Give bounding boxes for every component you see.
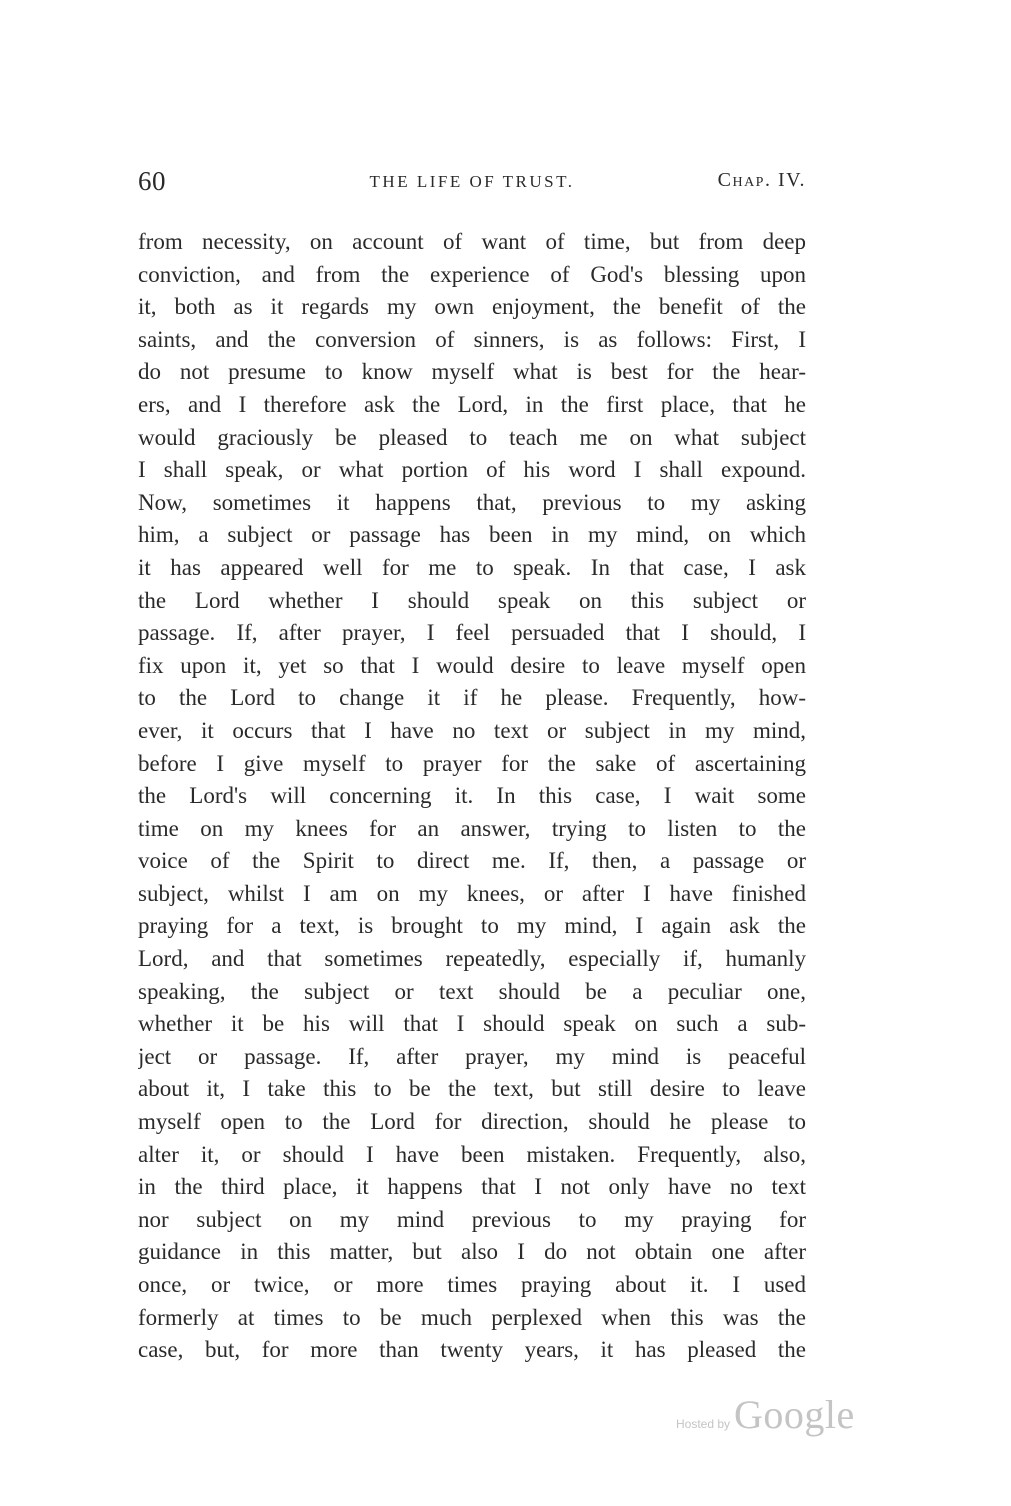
- text-line: speaking, the subject or text should be a peculiar one,: [138, 978, 806, 1004]
- body-text: [138, 226, 806, 1367]
- watermark-brand: Google: [734, 1392, 855, 1437]
- text-line: before I give myself to prayer for the sake of ascertaining: [138, 750, 806, 776]
- hosted-by-google-watermark: [676, 1391, 855, 1437]
- text-line: would graciously be pleased to teach me on what subject: [138, 424, 806, 450]
- text-line: subject, whilst I am on my knees, or after I have finished: [138, 880, 806, 906]
- text-line: nor subject on my mind previous to my praying for: [138, 1206, 806, 1232]
- text-line: alter it, or should I have been mistaken. Frequently, also,: [138, 1141, 806, 1167]
- text-line: praying for a text, is brought to my mind, I again ask the: [138, 913, 806, 939]
- text-line: from necessity, on account of want of time, but from deep: [138, 229, 806, 254]
- text-line: saints, and the conversion of sinners, is as follows: First, I: [138, 326, 806, 352]
- text-line: the Lord whether I should speak on this subject or: [138, 587, 806, 613]
- watermark-prefix: Hosted by: [676, 1417, 731, 1431]
- text-line: it, both as it regards my own enjoyment, the benefit of the: [138, 294, 806, 320]
- text-line: whether it be his will that I should speak on such a sub-: [138, 1011, 806, 1037]
- text-line: fix upon it, yet so that I would desire to leave myself open: [138, 652, 806, 678]
- text-line: case, but, for more than twenty years, it has pleased the: [138, 1337, 806, 1363]
- text-line: Lord, and that sometimes repeatedly, especially if, humanly: [138, 946, 806, 972]
- text-line: voice of the Spirit to direct me. If, then, a passage or: [138, 848, 806, 874]
- text-line: to the Lord to change it if he please. Frequently, how-: [138, 685, 806, 711]
- text-line: passage. If, after prayer, I feel persuaded that I should, I: [138, 620, 806, 646]
- text-line: Now, sometimes it happens that, previous to my asking: [138, 489, 806, 515]
- text-line: formerly at times to be much perplexed when this was the: [138, 1304, 806, 1330]
- page-number: 60: [138, 166, 166, 196]
- text-line: ject or passage. If, after prayer, my mind is peaceful: [138, 1043, 806, 1069]
- text-line: do not presume to know myself what is best for the hear-: [138, 359, 806, 385]
- text-line: time on my knees for an answer, trying to listen to the: [138, 815, 806, 841]
- text-line: the Lord's will concerning it. In this case, I wait some: [138, 783, 806, 809]
- text-line: about it, I take this to be the text, but still desire to leave: [138, 1076, 806, 1102]
- text-line: conviction, and from the experience of God's blessing upon: [138, 261, 806, 287]
- text-line: myself open to the Lord for direction, should he please to: [138, 1109, 806, 1135]
- text-line: once, or twice, or more times praying about it. I used: [138, 1272, 806, 1297]
- text-line: ever, it occurs that I have no text or subject in my mind,: [138, 717, 806, 743]
- text-line: guidance in this matter, but also I do not obtain one after: [138, 1239, 806, 1265]
- text-line: it has appeared well for me to speak. In that case, I ask: [138, 554, 806, 580]
- book-title: THE LIFE OF TRUST.: [369, 172, 575, 191]
- text-line: ers, and I therefore ask the Lord, in the first place, that he: [138, 391, 806, 417]
- chapter-reference: Chap. IV.: [717, 169, 806, 191]
- text-line: him, a subject or passage has been in my mind, on which: [138, 522, 806, 548]
- text-line: in the third place, it happens that I not only have no text: [138, 1174, 806, 1200]
- text-line: I shall speak, or what portion of his word I shall expound.: [138, 457, 806, 483]
- running-head: [138, 166, 806, 202]
